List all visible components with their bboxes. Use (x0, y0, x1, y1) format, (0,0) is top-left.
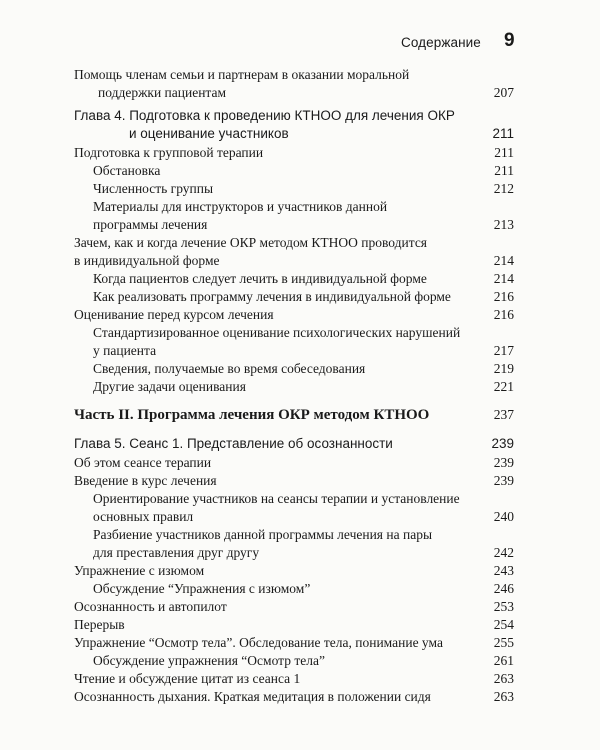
toc-entry (0, 598, 600, 616)
toc-entry (0, 544, 600, 562)
toc-entry-page: 263 (493, 689, 514, 704)
toc-entry (0, 234, 600, 252)
toc-entry-page: 207 (493, 85, 514, 100)
toc-entry-text: у пациента (93, 343, 157, 358)
toc-entry-text: Осознанность и автопилот (74, 599, 227, 614)
toc-entry-text: Об этом сеансе терапии (74, 455, 212, 470)
toc-entry (0, 634, 600, 652)
toc-entry (0, 180, 600, 198)
toc-entry-page: 255 (493, 635, 514, 650)
toc-entry (0, 66, 600, 84)
toc-entry (0, 472, 600, 490)
toc-entry-page: 239 (493, 473, 514, 488)
toc-entry-page: 213 (493, 217, 514, 232)
toc-entry (0, 616, 600, 634)
toc-entry-text: Другие задачи оценивания (93, 379, 246, 394)
toc-entry (0, 198, 600, 216)
toc-entry-page: 221 (493, 379, 514, 394)
toc-entry (0, 378, 600, 396)
toc-entry (0, 144, 600, 162)
toc-part-title: Часть II. Программа лечения ОКР методом КТНОО (74, 407, 430, 423)
toc-entry (0, 562, 600, 580)
toc-entry-page: 212 (493, 181, 514, 196)
toc-entry-text: Ориентирование участников на сеансы терапии и установление (93, 491, 460, 506)
toc-entry-text: Разбиение участников данной программы лечения на пары (93, 527, 433, 542)
toc-entry-page: 254 (493, 617, 514, 632)
toc-entry-page: 253 (493, 599, 514, 614)
toc-entry (0, 84, 600, 102)
toc-entry-text: Когда пациентов следует лечить в индивидуальной форме (93, 271, 427, 286)
toc-entry (0, 270, 600, 288)
toc-entry-page: 240 (493, 509, 514, 524)
toc-entry-page: 211 (492, 126, 514, 141)
toc-entry (0, 306, 600, 324)
toc-entry-page: 239 (493, 455, 514, 470)
toc-entry-text: Сведения, получаемые во время собеседования (93, 361, 366, 376)
toc-entry-page: 239 (491, 436, 514, 451)
toc-entry-text: Оценивание перед курсом лечения (74, 307, 274, 322)
toc-entry (0, 342, 600, 360)
toc-entry (0, 454, 600, 472)
toc-entry-text: Материалы для инструкторов и участников данной (93, 199, 388, 214)
toc-entry-page: 237 (493, 407, 514, 422)
toc-entry-page: 214 (493, 271, 514, 286)
header-page-number: 9 (504, 30, 515, 51)
toc-entry-page: 216 (493, 307, 514, 322)
toc-entry-text: Обсуждение упражнения “Осмотр тела” (93, 653, 325, 668)
toc-entry-text: Упражнение “Осмотр тела”. Обследование тела, понимание ума (74, 635, 443, 650)
toc-entry-text: Зачем, как и когда лечение ОКР методом КТНОО проводится (74, 235, 428, 250)
toc-entry-text: Введение в курс лечения (74, 473, 217, 488)
toc-entry-page: 216 (493, 289, 514, 304)
toc-entry-page: 242 (493, 545, 514, 560)
toc-entry (0, 360, 600, 378)
toc-entry-text: Численность группы (93, 181, 214, 196)
header-title: Содержание (401, 35, 481, 50)
toc-entry (0, 526, 600, 544)
toc-entry-text: для преставления друг другу (93, 545, 260, 560)
toc-entry (0, 508, 600, 526)
toc-entry (0, 490, 600, 508)
toc-entry-page: 219 (493, 361, 514, 376)
toc-entry-page: 243 (493, 563, 514, 578)
toc-entry-text: и оценивание участников (129, 126, 289, 141)
toc-entry (0, 652, 600, 670)
toc-entry (0, 252, 600, 270)
toc-entry-text: Подготовка к групповой терапии (74, 145, 264, 160)
toc-entry (0, 688, 600, 706)
toc-entry-page: 246 (493, 581, 514, 596)
toc-entry (0, 324, 600, 342)
toc-entry-text: основных правил (93, 509, 194, 524)
toc-entry-page: 211 (494, 163, 514, 178)
toc-entry-text: Глава 5. Сеанс 1. Представление об осознанности (74, 436, 393, 451)
toc-entry-page: 263 (493, 671, 514, 686)
toc-chapter (0, 125, 600, 143)
toc-part (0, 405, 600, 425)
toc-entry (0, 288, 600, 306)
toc-entry-page: 217 (493, 343, 514, 358)
toc-entry-text: Обсуждение “Упражнения с изюмом” (93, 581, 311, 596)
toc-entry-text: Как реализовать программу лечения в индивидуальной форме (93, 289, 451, 304)
toc-entry-text: в индивидуальной форме (74, 253, 220, 268)
toc-entry-text: поддержки пациентам (98, 85, 227, 100)
toc-entry-text: Упражнение с изюмом (74, 563, 205, 578)
toc-entry-text: программы лечения (93, 217, 208, 232)
toc-chapter (0, 107, 600, 125)
toc-entry-page: 261 (493, 653, 514, 668)
toc-entry-text: Помощь членам семьи и партнерам в оказании моральной (74, 67, 410, 82)
toc-chapter (0, 435, 600, 453)
toc-entry-text: Чтение и обсуждение цитат из сеанса 1 (74, 671, 301, 686)
toc-entry-page: 211 (494, 145, 514, 160)
toc-entry (0, 216, 600, 234)
toc-entry (0, 670, 600, 688)
toc-entry (0, 162, 600, 180)
toc-entry-text: Осознанность дыхания. Краткая медитация в положении сидя (74, 689, 431, 704)
toc-entry-text: Перерыв (74, 617, 125, 632)
toc-entry-text: Глава 4. Подготовка к проведению КТНОО для лечения ОКР (74, 108, 455, 123)
toc-entry-page: 214 (493, 253, 514, 268)
toc-entry-text: Стандартизированное оценивание психологических нарушений (93, 325, 461, 340)
toc-entry (0, 580, 600, 598)
toc-entry-text: Обстановка (93, 163, 161, 178)
